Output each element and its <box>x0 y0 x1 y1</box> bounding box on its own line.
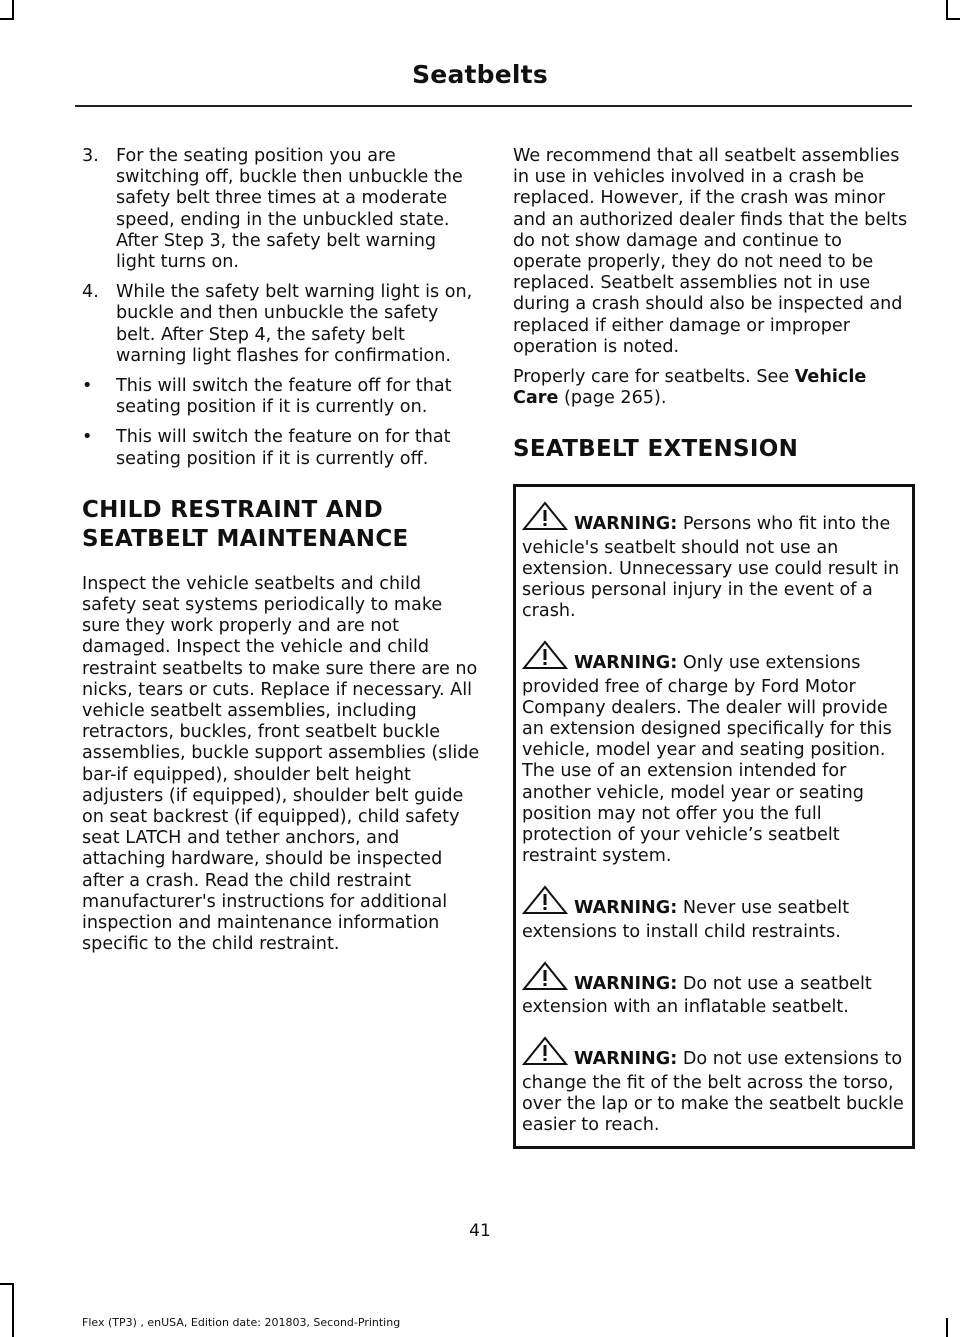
vehicle-care-link[interactable]: Vehicle Care <box>513 367 867 409</box>
page-number: 41 <box>469 1221 491 1241</box>
warning-item <box>522 640 906 867</box>
section-heading-line: CHILD RESTRAINT AND <box>82 496 383 523</box>
bullet: • <box>82 376 93 397</box>
crop-mark <box>0 1283 14 1285</box>
list-item <box>82 282 480 367</box>
warning-label: WARNING: <box>574 514 678 535</box>
warning-text: Do not use a seatbelt extension with an inflatable seatbelt. <box>522 973 872 1018</box>
page-title: Seatbelts <box>412 60 548 89</box>
warning-label: WARNING: <box>574 898 678 919</box>
crop-mark <box>12 0 14 20</box>
crop-mark <box>946 0 948 20</box>
warning-triangle-icon <box>522 640 568 676</box>
footer-edition: Flex (TP3) , enUSA, Edition date: 201803, Second-Printing <box>82 1316 401 1329</box>
step-text: For the seating position you are switching off, buckle then unbuckle the safety belt three times at a moderate speed, ending in the unbuckled state. After Step 3, the safety belt warning light turns on. <box>116 146 463 273</box>
step-text: While the safety belt warning light is on, buckle and then unbuckle the safety belt. After Step 4, the safety belt warning light flashes for confirmation. <box>116 282 473 366</box>
care-suffix: (page 265). <box>558 388 667 409</box>
maintenance-paragraph: Inspect the vehicle seatbelts and child safety seat systems periodically to make sure they work properly and are not damaged. Inspect the vehicle and child restraint seatbelts to make sure there are no nicks, tears or cuts. Replace if necessary. All vehicle seatbelt assemblies, including retractors, buckles, front seatbelt buckle assemblies, buckle support assemblies (slide bar-if equipped), shoulder belt height adjusters (if equipped), shoulder belt guide on seat backrest (if equipped), child safety seat LATCH and tether anchors, and attaching hardware, should be inspected after a crash. Read the child restraint manufacturer's instructions for additional inspection and maintenance information specific to the child restraint. <box>82 573 480 955</box>
list-item <box>82 376 480 418</box>
right-column <box>513 146 915 1149</box>
warning-triangle-icon <box>522 961 568 997</box>
crop-mark <box>946 1318 948 1337</box>
warning-text: Do not use extensions to change the fit of the belt across the torso, over the lap or to make the seatbelt buckle easier to reach. <box>522 1049 904 1135</box>
bullet: • <box>82 427 93 448</box>
warning-triangle-icon <box>522 1036 568 1072</box>
section-heading-line: SEATBELT MAINTENANCE <box>82 525 409 552</box>
care-paragraph <box>513 367 915 409</box>
bullet-text: This will switch the feature off for that seating position if it is currently on. <box>116 376 452 418</box>
warning-text: Never use seatbelt extensions to install child restraints. <box>522 898 850 942</box>
section-heading-maintenance <box>82 496 480 554</box>
warning-triangle-icon <box>522 885 568 921</box>
care-prefix: Properly care for seatbelts. See <box>513 367 795 388</box>
section-heading-extension: SEATBELT EXTENSION <box>513 436 799 463</box>
crop-mark <box>12 1283 14 1337</box>
header-divider <box>75 105 912 107</box>
warning-item <box>522 501 906 622</box>
bullet-text: This will switch the feature on for that seating position if it is currently off. <box>116 427 451 469</box>
warning-text: Only use extensions provided free of charge by Ford Motor Company dealers. The dealer will provide an extension designed specifically for this vehicle, model year and seating position. The use of an extension intended for another vehicle, model year or seating position may not offer you the full protection of your vehicle’s seatbelt restraint system. <box>522 653 892 867</box>
left-column <box>82 146 480 965</box>
list-item <box>82 146 480 273</box>
warning-triangle-icon <box>522 501 568 537</box>
warning-item <box>522 885 906 942</box>
crop-mark <box>0 18 14 20</box>
warning-box <box>513 484 915 1149</box>
crop-mark <box>946 18 960 20</box>
warning-label: WARNING: <box>574 653 678 674</box>
warning-item <box>522 1036 906 1136</box>
step-number: 3. <box>82 146 99 166</box>
warning-label: WARNING: <box>574 973 678 994</box>
step-number: 4. <box>82 282 99 303</box>
recommend-paragraph: We recommend that all seatbelt assemblies in use in vehicles involved in a crash be replaced. However, if the crash was minor and an authorized dealer finds that the belts do not show damage and continue to operate properly, they do not need to be replaced. Seatbelt assemblies not in use during a crash should also be inspected and replaced if either damage or improper operation is noted. <box>513 146 908 357</box>
warning-text: Persons who fit into the vehicle's seatbelt should not use an extension. Unnecessary use could result in serious personal injury in the event of a crash. <box>522 514 900 622</box>
warning-label: WARNING: <box>574 1049 678 1070</box>
list-item <box>82 427 480 469</box>
warning-item <box>522 961 906 1018</box>
